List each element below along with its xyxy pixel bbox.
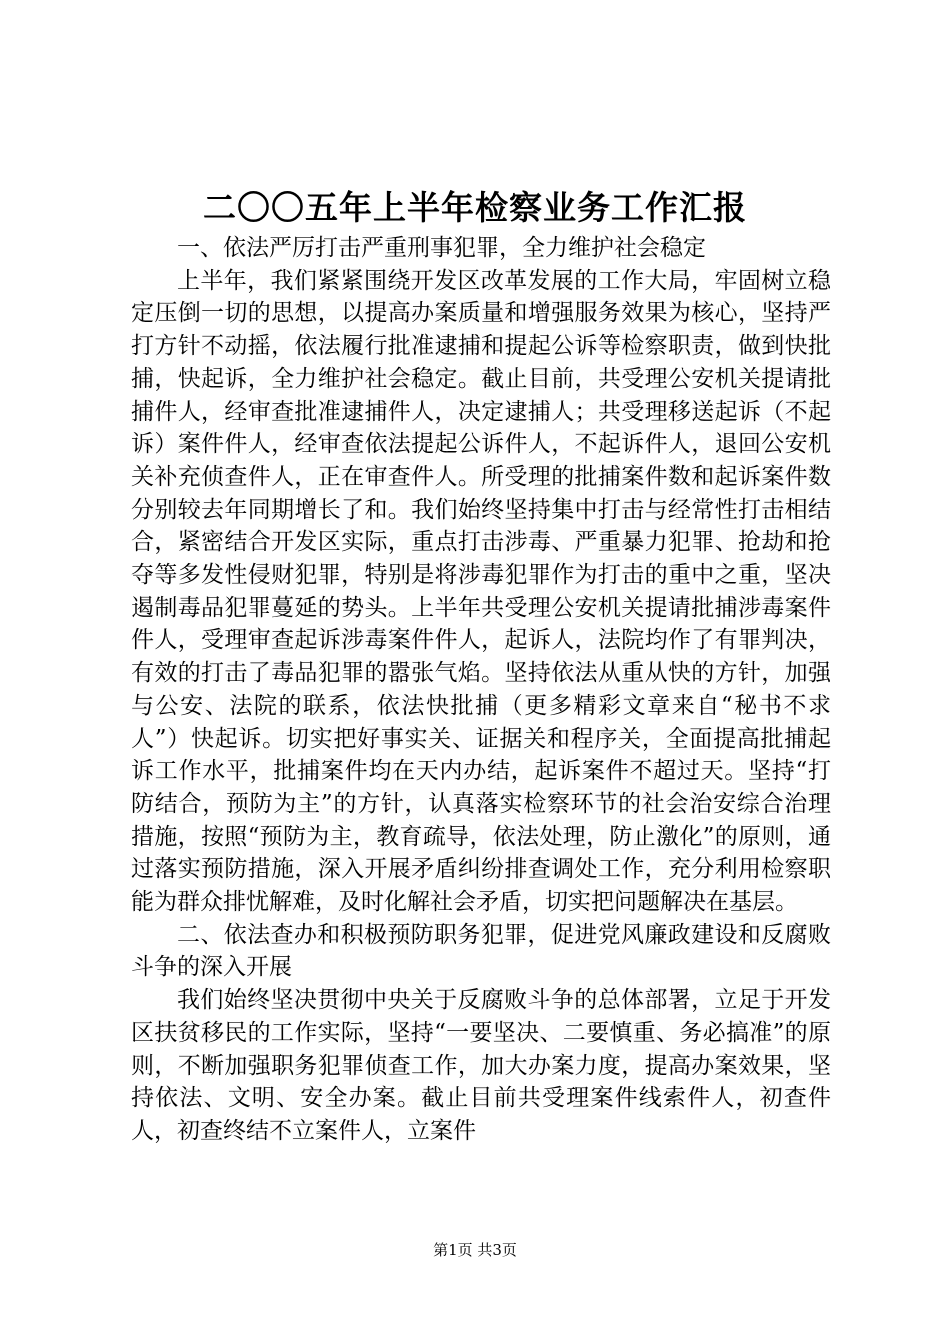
- body-paragraph-2: 我们始终坚决贯彻中央关于反腐败斗争的总体部署，立足于开发区扶贫移民的工作实际，坚持“一要坚决、二要慎重、务必搞准”的原则，不断加强职务犯罪侦查工作，加大办案力度，提高办案效果，坚持依法、文明、安全办案。截止目前共受理案件线索件人，初查件人，初查终结不立案件人，立案件: [131, 987, 831, 1144]
- page-number-footer: 第1页 共3页: [433, 1241, 517, 1259]
- section-heading-1: 一、依法严厉打击严重刑事犯罪，全力维护社会稳定: [177, 235, 706, 261]
- document-body: [131, 232, 831, 1148]
- section-heading-2: 二、依法查办和积极预防职务犯罪，促进党风廉政建设和反腐败斗争的深入开展: [131, 921, 831, 981]
- document-title: 二〇〇五年上半年检察业务工作汇报: [203, 188, 747, 227]
- body-paragraph-1: 上半年，我们紧紧围绕开发区改革发展的工作大局，牢固树立稳定压倒一切的思想，以提高办案质量和增强服务效果为核心，坚持严打方针不动摇，依法履行批准逮捕和提起公诉等检察职责，做到快批捕，快起诉，全力维护社会稳定。截止目前，共受理公安机关提请批捕件人，经审查批准逮捕件人，决定逮捕人；共受理移送起诉（不起诉）案件件人，经审查依法提起公诉件人，不起诉件人，退回公安机关补充侦查件人，正在审查件人。所受理的批捕案件数和起诉案件数分别较去年同期增长了和。我们始终坚持集中打击与经常性打击相结合，紧密结合开发区实际，重点打击涉毒、严重暴力犯罪、抢劫和抢夺等多发性侵财犯罪，特别是将涉毒犯罪作为打击的重中之重，坚决遏制毒品犯罪蔓延的势头。上半年共受理公安机关提请批捕涉毒案件件人，受理审查起诉涉毒案件件人，起诉人，法院均作了有罪判决，有效的打击了毒品犯罪的嚣张气焰。坚持依法从重从快的方针，加强与公安、法院的联系，依法快批捕（更多精彩文章来自“秘书不求人”）快起诉。切实把好事实关、证据关和程序关，全面提高批捕起诉工作水平，批捕案件均在天内办结，起诉案件不超过天。坚持“打防结合，预防为主”的方针，认真落实检察环节的社会治安综合治理措施，按照“预防为主，教育疏导，依法处理，防止激化”的原则，通过落实预防措施，深入开展矛盾纠纷排查调处工作，充分利用检察职能为群众排忧解难，及时化解社会矛盾，切实把问题解决在基层。: [131, 267, 831, 916]
